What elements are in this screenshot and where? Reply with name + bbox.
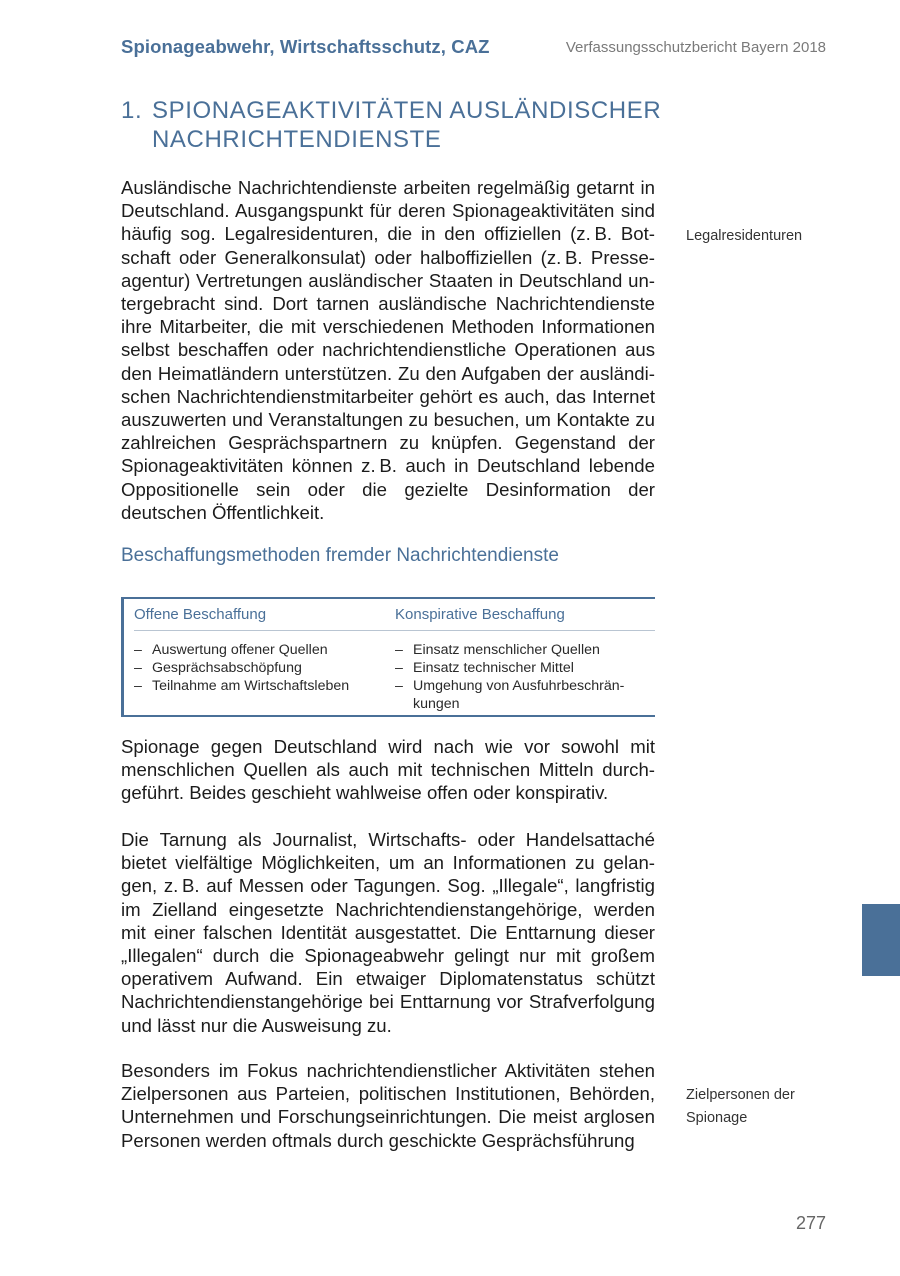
paragraph-intro: Ausländische Nachrichtendienste arbeiten regelmäßig getarnt in Deutschland. Ausgangspunkt für deren Spionageaktivitäten sind häufig sog. Legalresidenturen, die in den offiziellen (z. B. Botschaft oder Generalkonsulat) oder halboffiziellen (z. B. Presseagentur) Vertretungen ausländischer Staaten in Deutschland untergebracht sind. Dort tarnen ausländische Nachrichtendienste ihre Mitarbeiter, die mit verschiedenen Methoden Informationen selbst beschaffen oder nachrichtendienstliche Operationen aus den Heimatländern unterstützen. Zu den Aufgaben der ausländischen Nachrichtendienstmitarbeiter gehört es auch, das Internet auszuwerten und Veranstaltungen zu besuchen, um Kontakte zu zahlreichen Gesprächspartnern zu knüpfen. Gegenstand der Spionageaktivitäten können z. B. auch in Deutschland lebende Oppositionelle sein oder die gezielte Desinformation der deutschen Öffentlichkeit. — [121, 177, 655, 523]
chapter-thumb-tab — [862, 904, 900, 976]
methods-heading: Beschaffungsmethoden fremder Nachrichtendienste — [121, 545, 559, 566]
open-methods-list — [134, 641, 382, 695]
paragraph-fokus: Besonders im Fokus nachrichtendienstlicher Aktivitäten stehen Zielpersonen aus Parteien, politischen Institutionen, Behörden, Unternehmen und Forschungseinrichtungen. Die meist arglosen Personen werden oftmals durch geschickte Gesprächsführung — [121, 1060, 655, 1151]
chapter-title: SPIONAGEAKTIVITÄTEN AUSLÄNDISCHER NACHRICHTENDIENSTE — [152, 97, 662, 153]
margin-note-zielpersonen: Zielpersonen der Spionage — [686, 1087, 795, 1126]
list-item: – Umgehung von Ausfuhrbeschränkungen — [395, 678, 625, 712]
list-item: – Einsatz menschlicher Quellen — [395, 642, 600, 658]
list-item: – Teilnahme am Wirtschaftsleben — [134, 678, 350, 694]
paragraph-spionage: Spionage gegen Deutschland wird nach wie vor sowohl mit menschlichen Quellen als auch mit technischen Mitteln durchgeführt. Beides geschieht wahlweise offen oder konspirativ. — [121, 736, 655, 804]
running-header-report: Verfassungsschutzbericht Bayern 2018 — [565, 39, 826, 56]
column-open-procurement — [134, 606, 382, 695]
list-item: – Einsatz technischer Mittel — [395, 660, 574, 676]
list-item: – Gesprächsabschöpfung — [134, 660, 302, 676]
column-header-conspirative: Konspirative Beschaffung — [395, 606, 565, 623]
column-conspirative-procurement — [395, 606, 645, 713]
page-number: 277 — [795, 1213, 826, 1233]
column-header-open: Offene Beschaffung — [134, 606, 267, 623]
paragraph-tarnung: Die Tarnung als Journalist, Wirtschafts- oder Handelsattaché bietet vielfältige Möglichkeiten, um an Informationen zu gelangen, z. B. auf Messen oder Tagungen. Sog. „Illegale“, langfristig im Zielland eingesetzte Nachrichtendienstangehörige, werden mit einer falschen Identität ausgestattet. Die Enttarnung dieser „Illegalen“ durch die Spionageabwehr gelingt nur mit großem operativem Aufwand. Ein etwaiger Diplomatenstatus schützt Nachrichtendienstangehörige bei Enttarnung vor Strafverfolgung und lässt nur die Ausweisung zu. — [121, 829, 655, 1036]
chapter-number: 1. — [121, 97, 143, 124]
margin-note-legalresidenturen: Legalresidenturen — [686, 228, 803, 244]
conspirative-methods-list — [395, 641, 645, 713]
methods-table — [121, 597, 655, 717]
chapter-heading — [121, 96, 681, 154]
running-header-section: Spionageabwehr, Wirtschaftsschutz, CAZ — [121, 36, 490, 57]
list-item: – Auswertung offener Quellen — [134, 642, 328, 658]
